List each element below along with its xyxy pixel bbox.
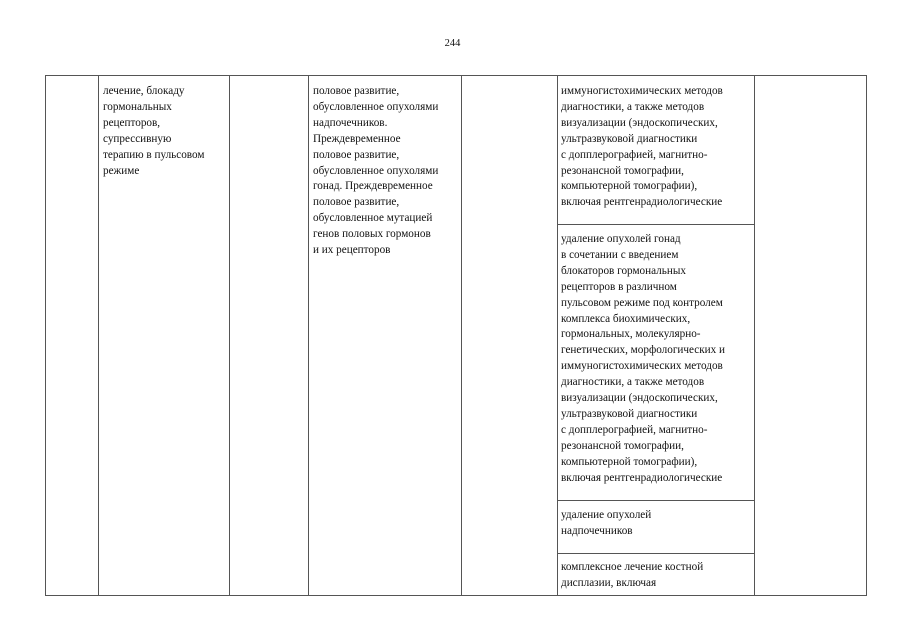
column-divider (229, 76, 230, 595)
diagnosis-cell: половое развитие, обусловленное опухолями надпочечников. Преждевременное половое развитие, обусловленное опухолями гонад. Преждевременное половое развитие, обусловленное мутацией генов половых гормонов и их рецепторов (313, 85, 439, 257)
method-cell-1: иммуногистохимических методов диагностики, а также методов визуализации (эндоскопических, ультразвуковой диагностики с допплерографией, магнитно- резонансной томографии, компьютерной томографии), включая рентгенрадиологические (561, 85, 723, 209)
medical-table (45, 75, 867, 596)
method-cell-3: удаление опухолей надпочечников (561, 509, 652, 537)
column-divider (754, 76, 755, 595)
column-divider (308, 76, 309, 595)
method-cell-4: комплексное лечение костной дисплазии, включая (561, 561, 704, 589)
row-divider (557, 224, 754, 225)
column-divider (98, 76, 99, 595)
row-divider (557, 553, 754, 554)
row-divider (557, 500, 754, 501)
column-divider (461, 76, 462, 595)
method-cell-2: удаление опухолей гонад в сочетании с введением блокаторов гормональных рецепторов в различном пульсовом режиме под контролем комплекса биохимических, гормональных, молекулярно- генетических, морфологических и иммуногистохимических методов диагностики, а также методов визуализации (эндоскопических, ультразвуковой диагностики с допплерографией, магнитно- резонансной томографии, компьютерной томографии), включая рентгенрадиологические (561, 233, 726, 484)
treatment-cell: лечение, блокаду гормональных рецепторов, супрессивную терапию в пульсовом режиме (103, 85, 205, 177)
column-divider (557, 76, 558, 595)
page-number: 244 (444, 38, 461, 49)
